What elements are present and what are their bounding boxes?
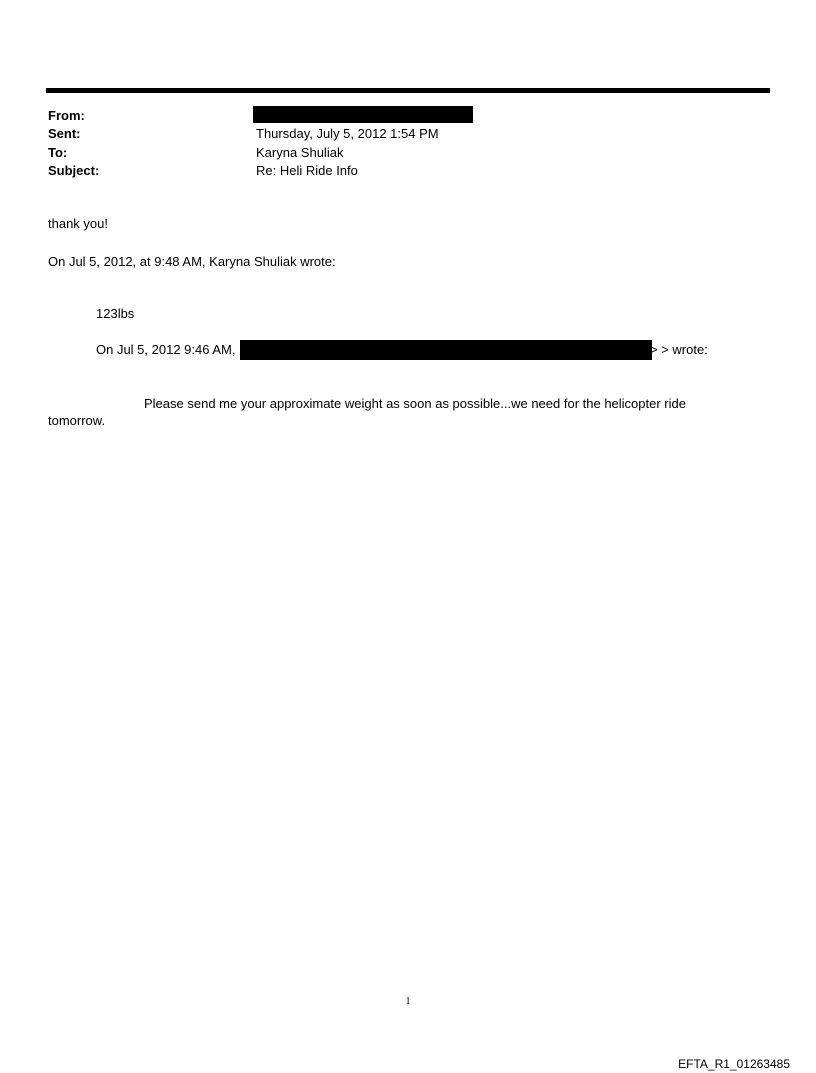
bates-number: EFTA_R1_01263485 bbox=[678, 1057, 790, 1071]
subject-label: Subject: bbox=[48, 163, 100, 178]
sent-label: Sent: bbox=[48, 126, 81, 141]
from-label: From: bbox=[48, 108, 85, 123]
quote1-header: On Jul 5, 2012, at 9:48 AM, Karyna Shuliak wrote: bbox=[48, 254, 336, 269]
header-divider bbox=[46, 88, 770, 93]
page-number: 1 bbox=[405, 996, 411, 1007]
quote1-text: 123lbs bbox=[96, 306, 135, 321]
quote2-header-suffix: > > wrote: bbox=[650, 342, 708, 357]
to-value: Karyna Shuliak bbox=[256, 145, 344, 160]
from-redaction bbox=[253, 106, 473, 123]
quote2-line2: tomorrow. bbox=[48, 413, 106, 428]
sender-redaction bbox=[240, 340, 652, 360]
reply-text: thank you! bbox=[48, 216, 108, 231]
sent-value: Thursday, July 5, 2012 1:54 PM bbox=[256, 126, 439, 141]
subject-value: Re: Heli Ride Info bbox=[256, 163, 358, 178]
to-label: To: bbox=[48, 145, 68, 160]
quote2-line1: Please send me your approximate weight as soon as possible...we need for the helicopter ride bbox=[144, 396, 686, 411]
quote2-header-prefix: On Jul 5, 2012 9:46 AM, bbox=[96, 342, 236, 357]
